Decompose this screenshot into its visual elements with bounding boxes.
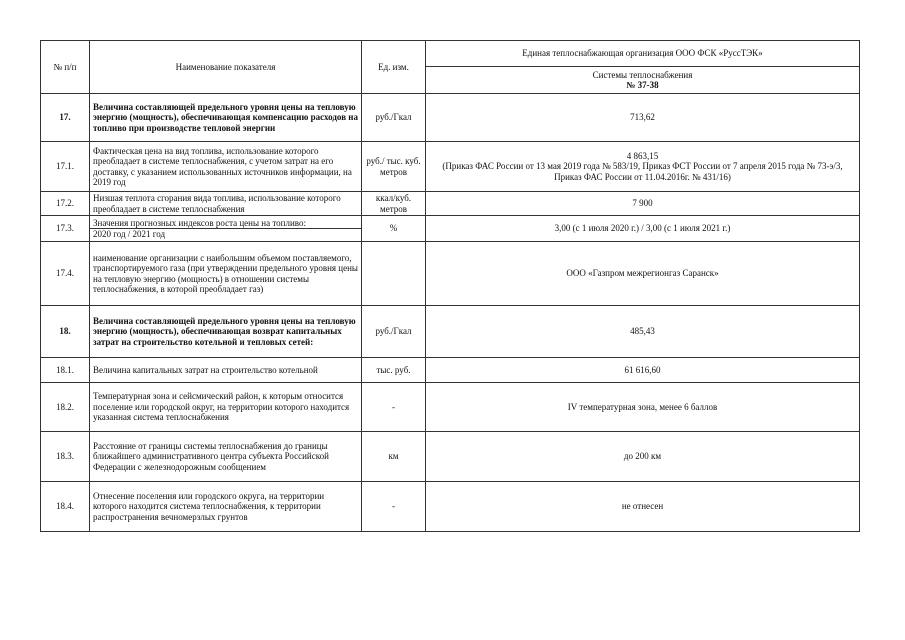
row-value-main: 4 863,15 (626, 150, 659, 161)
table-row (41, 383, 860, 432)
row-num: 17.3. (41, 216, 90, 242)
table-row (41, 94, 860, 142)
row-value-note: (Приказ ФАС России от 13 мая 2019 года № 583/19, Приказ ФСТ России от 7 апреля 2015 года № 73-э/3, Приказ ФАС России от 11.04.2016г. № 431/16) (442, 161, 843, 182)
table-row (41, 216, 860, 242)
row-unit: - (362, 383, 426, 432)
table-row (41, 192, 860, 216)
header-systems-label: Системы теплоснабжения (592, 69, 693, 80)
row-name: Низшая теплота сгорания вида топлива, использование которого преобладает в системе теплоснабжения (90, 192, 362, 216)
row-unit: % (362, 216, 426, 242)
row-unit: руб./ тыс. куб. метров (362, 142, 426, 192)
row-num: 18.4. (41, 482, 90, 532)
row-name-bottom: 2020 год / 2021 год (93, 229, 166, 239)
row-name: Величина составляющей предельного уровня цены на тепловую энергию (мощность), обеспечивающая возврат капитальных затрат на строительство котельной и тепловых сетей: (90, 306, 362, 358)
row-value: ООО «Газпром межрегионгаз Саранск» (426, 242, 860, 306)
row-unit: ккал/куб. метров (362, 192, 426, 216)
row-name: Температурная зона и сейсмический район, к которым относится поселение или городской округ, на территории которого находится указанная система теплоснабжения (90, 383, 362, 432)
row-num: 18. (41, 306, 90, 358)
row-value: 3,00 (с 1 июля 2020 г.) / 3,00 (с 1 июля 2021 г.) (426, 216, 860, 242)
row-unit: - (362, 482, 426, 532)
row-unit (362, 242, 426, 306)
header-systems-nums: № 37-38 (626, 80, 659, 90)
row-value: 7 900 (426, 192, 860, 216)
row-num: 18.1. (41, 358, 90, 383)
row-name-top: Значения прогнозных индексов роста цены на топливо: (90, 218, 361, 230)
table-row (41, 242, 860, 306)
row-unit: руб./Гкал (362, 94, 426, 142)
row-num: 17. (41, 94, 90, 142)
row-num: 17.1. (41, 142, 90, 192)
row-name: Фактическая цена на вид топлива, использование которого преобладает в системе теплоснабжения, с учетом затрат на его доставку, с указанием использованных источников информации, на 2019 год (90, 142, 362, 192)
row-name: Величина составляющей предельного уровня цены на тепловую энергию (мощность), обеспечивающая компенсацию расходов на топливо при производстве тепловой энергии (90, 94, 362, 142)
header-name: Наименование показателя (90, 41, 362, 94)
header-num: № п/п (41, 41, 90, 94)
row-value: 713,62 (426, 94, 860, 142)
table-row (41, 142, 860, 192)
header-unit: Ед. изм. (362, 41, 426, 94)
row-unit: км (362, 432, 426, 482)
header-org: Единая теплоснабжающая организация ООО ФСК «РуссТЭК» (426, 41, 860, 67)
table-row (41, 358, 860, 383)
table-row (41, 306, 860, 358)
row-unit: руб./Гкал (362, 306, 426, 358)
table-row (41, 432, 860, 482)
row-value: не отнесен (426, 482, 860, 532)
row-num: 18.3. (41, 432, 90, 482)
row-name: Отнесение поселения или городского округа, на территории которого находится система теплоснабжения, к территории распространения вечномерзлых грунтов (90, 482, 362, 532)
row-value: 485,43 (426, 306, 860, 358)
row-num: 17.4. (41, 242, 90, 306)
row-name: наименование организации с наибольшим объемом поставляемого, транспортируемого газа (при утверждении предельного уровня цены на тепловую энергию (мощность) в отношении системы теплоснабжения, в которой преобладает газ) (90, 242, 362, 306)
row-value: 61 616,60 (426, 358, 860, 383)
row-unit: тыс. руб. (362, 358, 426, 383)
row-value: до 200 км (426, 432, 860, 482)
row-num: 17.2. (41, 192, 90, 216)
row-value (426, 142, 860, 192)
header-systems (426, 67, 860, 94)
row-name (90, 216, 362, 242)
row-name: Величина капитальных затрат на строительство котельной (90, 358, 362, 383)
row-name: Расстояние от границы системы теплоснабжения до границы ближайшего административного центра субъекта Российской Федерации с железнодорожным сообщением (90, 432, 362, 482)
row-num: 18.2. (41, 383, 90, 432)
tariff-table (40, 40, 860, 532)
table-row (41, 482, 860, 532)
row-value: IV температурная зона, менее 6 баллов (426, 383, 860, 432)
